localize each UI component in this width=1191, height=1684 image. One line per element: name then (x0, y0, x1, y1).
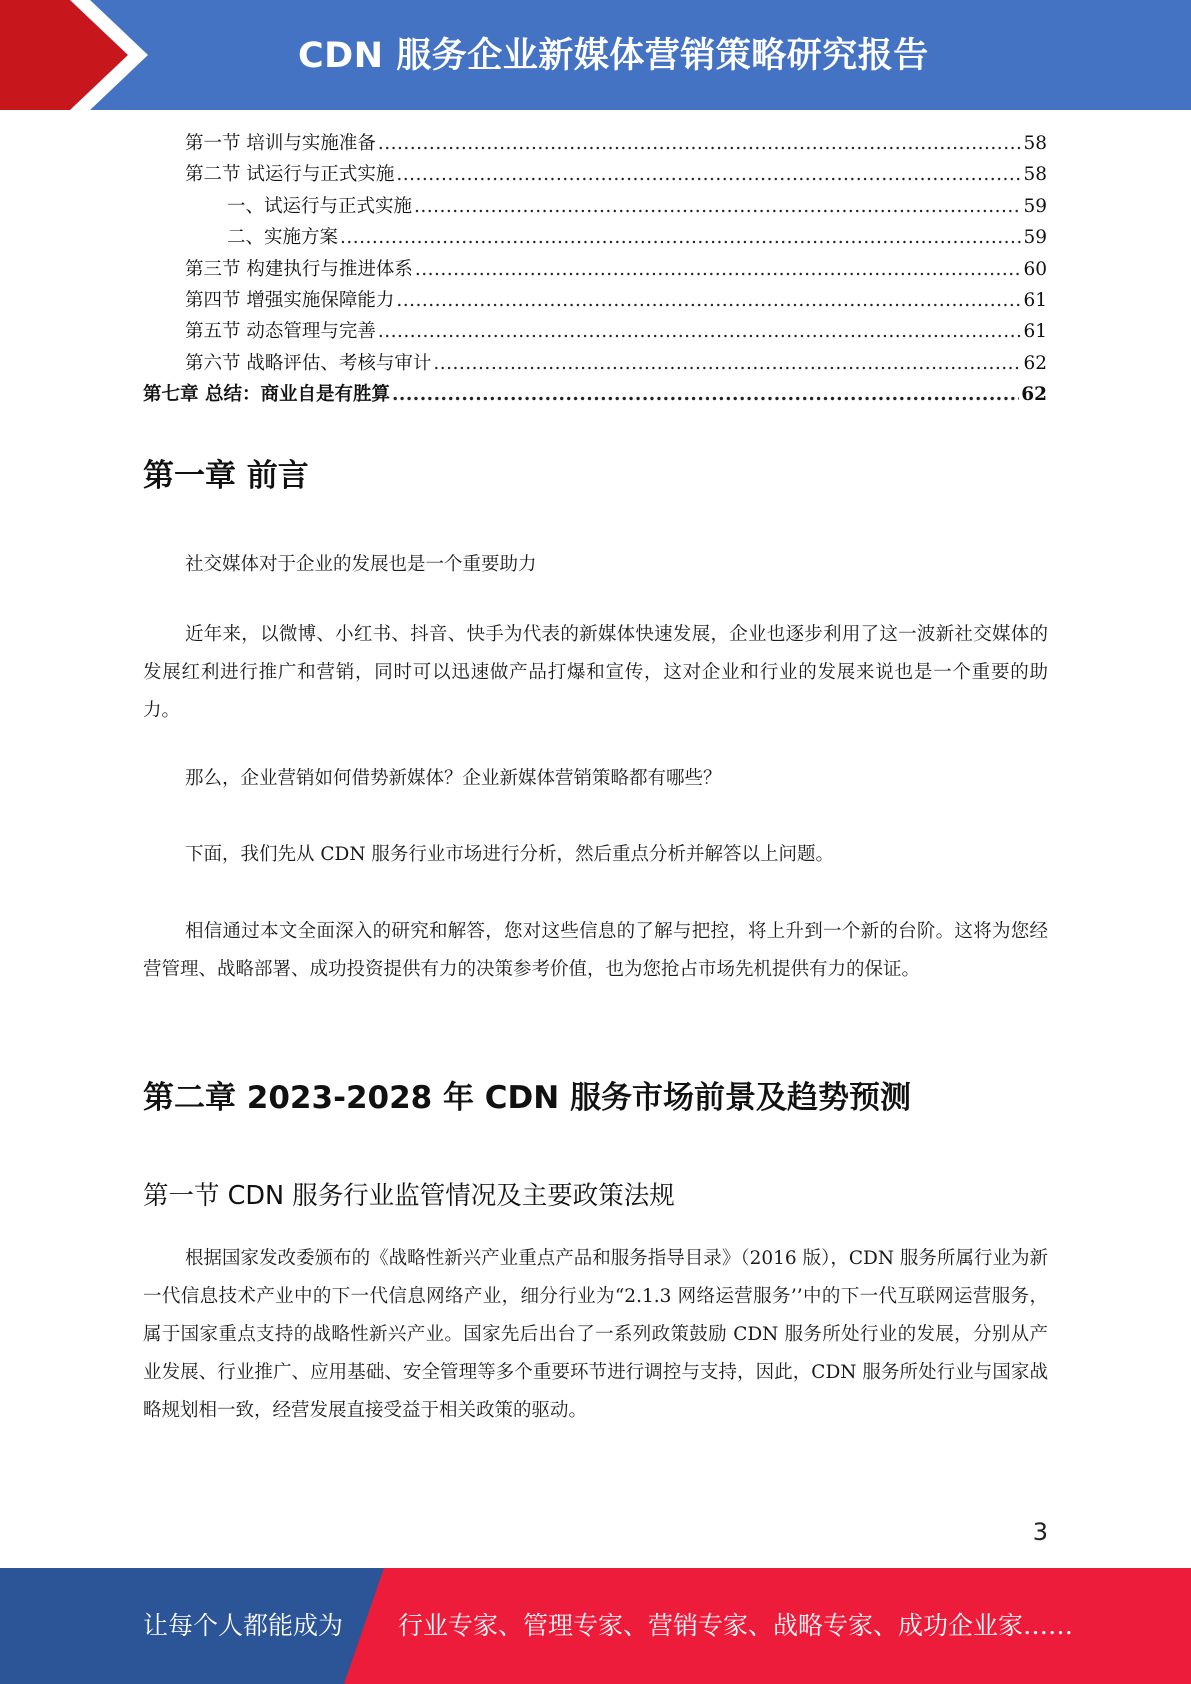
footer-slogan-left: 让每个人都能成为 (143, 1611, 344, 1640)
body-paragraph: 近年来，以微博、小红书、抖音、快手为代表的新媒体快速发展，企业也逐步利用了这一波新社交媒体的发展红利进行推广和营销，同时可以迅速做产品打爆和宣传，这对企业和行业的发展来说也是一个重要的助力。 (143, 624, 1048, 721)
toc-entry-title: 第四节 增强实施保障能力 (185, 289, 395, 311)
body-paragraph: 那么，企业营销如何借势新媒体？企业新媒体营销策略都有哪些？ (185, 768, 722, 789)
toc-leader-dots (340, 222, 1021, 253)
body-paragraph: 社交媒体对于企业的发展也是一个重要助力 (185, 554, 537, 575)
toc-entry[interactable] (143, 316, 1047, 347)
toc-entry-title: 二、实施方案 (227, 227, 339, 249)
table-of-contents (143, 128, 1047, 411)
toc-entry[interactable] (143, 379, 1047, 410)
toc-entry-page: 61 (1023, 321, 1047, 343)
page-header (0, 0, 1191, 110)
toc-leader-dots (378, 316, 1022, 347)
toc-leader-dots (396, 285, 1021, 316)
toc-entry-title: 第三节 构建执行与推进体系 (185, 258, 413, 280)
toc-entry-title: 第一节 培训与实施准备 (185, 133, 376, 154)
toc-leader-dots (378, 128, 1022, 159)
page-footer (0, 1568, 1191, 1684)
body-paragraph: 相信通过本文全面深入的研究和解答，您对这些信息的了解与把控，将上升到一个新的台阶。这将为您经营管理、战略部署、成功投资提供有力的决策参考价值，也为您抢占市场先机提供有力的保证。 (143, 921, 1048, 980)
toc-entry[interactable] (143, 191, 1047, 222)
toc-entry[interactable] (143, 348, 1047, 379)
toc-leader-dots (415, 254, 1022, 285)
footer-slogan-right: 行业专家、管理专家、营销专家、战略专家、成功企业家…… (398, 1611, 1074, 1640)
body-paragraph: 根据国家发改委颁布的《战略性新兴产业重点产品和服务指导目录》（2016 版），CDN 服务所属行业为新一代信息技术产业中的下一代信息网络产业，细分行业为“2.1.3 网络运营服务’’中的下一代互联网运营服务，属于国家重点支持的战略性新兴产业。国家先后出台了一系列政策鼓励 CDN 服务所处行业的发展，分别从产业发展、行业推广、应用基础、安全管理等多个重要环节进行调控与支持，因此，CDN 服务所处行业与国家战略规划相一致，经营发展直接受益于相关政策的驱动。 (143, 1248, 1048, 1421)
toc-leader-dots (392, 379, 1019, 410)
toc-leader-dots (414, 191, 1021, 222)
toc-entry-page: 59 (1023, 227, 1047, 249)
chapter-heading: 第二章 2023-2028 年 CDN 服务市场前景及趋势预测 (143, 1080, 912, 1116)
toc-entry-page: 58 (1023, 133, 1047, 154)
toc-entry-page: 58 (1023, 164, 1047, 186)
report-title: CDN 服务企业新媒体营销策略研究报告 (298, 36, 929, 76)
toc-entry-title: 第二节 试运行与正式实施 (185, 164, 395, 186)
toc-entry-page: 62 (1023, 352, 1047, 374)
toc-entry[interactable] (143, 159, 1047, 190)
toc-entry-page: 62 (1021, 384, 1047, 406)
page-number: 3 (1032, 1518, 1048, 1546)
toc-entry[interactable] (143, 254, 1047, 285)
toc-entry-title: 一、试运行与正式实施 (227, 195, 413, 217)
toc-entry[interactable] (143, 128, 1047, 159)
toc-entry-title: 第七章 总结：商业自是有胜算 (143, 384, 390, 406)
chapter-heading: 第一章 前言 (143, 458, 309, 494)
toc-entry-page: 60 (1023, 258, 1047, 280)
toc-entry-page: 61 (1023, 289, 1047, 311)
toc-entry[interactable] (143, 222, 1047, 253)
toc-entry-title: 第六节 战略评估、考核与审计 (185, 352, 432, 374)
toc-entry-page: 59 (1023, 195, 1047, 217)
body-paragraph: 下面，我们先从 CDN 服务行业市场进行分析，然后重点分析并解答以上问题。 (185, 844, 834, 865)
toc-leader-dots (396, 159, 1021, 190)
toc-entry[interactable] (143, 285, 1047, 316)
toc-entry-title: 第五节 动态管理与完善 (185, 321, 376, 343)
section-heading: 第一节 CDN 服务行业监管情况及主要政策法规 (143, 1181, 675, 1211)
toc-leader-dots (433, 348, 1021, 379)
